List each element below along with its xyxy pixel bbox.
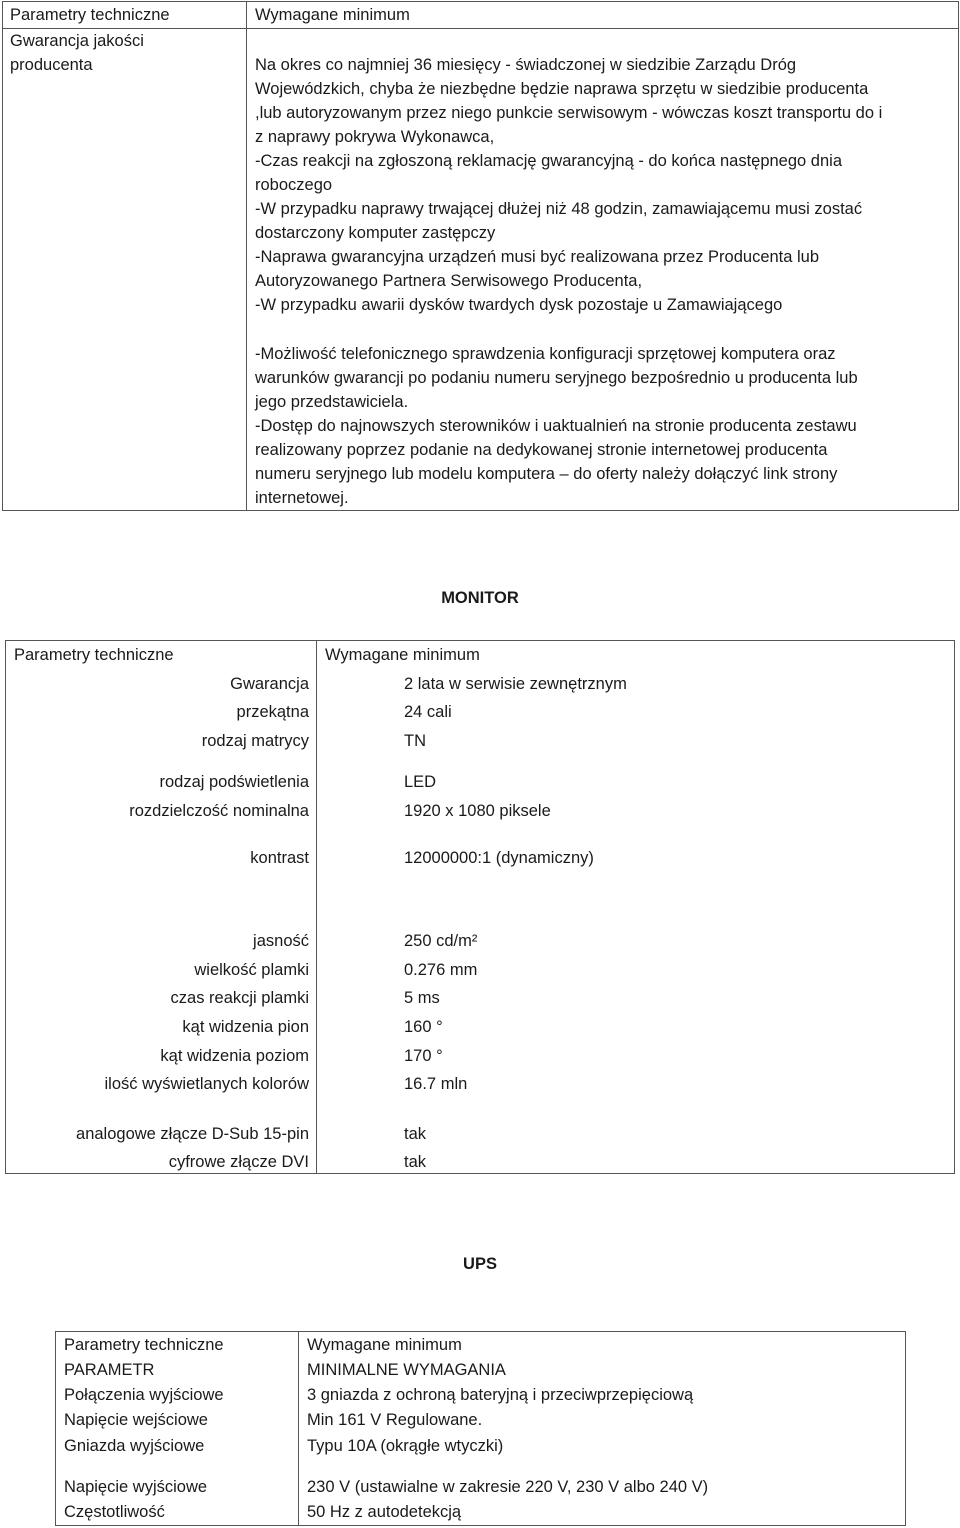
text-line: roboczego <box>255 176 333 194</box>
monitor-value-resolution: 1920 x 1080 piksele <box>404 802 551 820</box>
monitor-value-dsub: tak <box>404 1125 427 1143</box>
text-line: numeru seryjnego lub modelu komputera – do oferty należy dołączyć link strony <box>255 465 838 483</box>
header-right: Wymagane minimum <box>325 646 480 664</box>
ups-value-frequency: 50 Hz z autodetekcją <box>307 1503 462 1521</box>
text-line: Wojewódzkich, chyba że niezbędne będzie naprawa sprzętu w siedzibie producenta <box>255 80 869 98</box>
monitor-label-warranty: Gwarancja <box>230 675 309 693</box>
text-line: -Naprawa gwarancyjna urządzeń musi być realizowana przez Producenta lub <box>255 248 820 266</box>
monitor-value-warranty: 2 lata w serwisie zewnętrznym <box>404 675 627 693</box>
monitor-value-colors: 16.7 mln <box>404 1075 468 1093</box>
monitor-value-diagonal: 24 cali <box>404 703 452 721</box>
monitor-value-contrast: 12000000:1 (dynamiczny) <box>404 849 594 867</box>
monitor-label-backlight: rodzaj podświetlenia <box>159 773 309 791</box>
text-line: Autoryzowanego Partnera Serwisowego Producenta, <box>255 272 643 290</box>
ups-value-output-connections: 3 gniazda z ochroną bateryjną i przeciwprzepięciową <box>307 1386 694 1404</box>
ups-label-output-sockets: Gniazda wyjściowe <box>64 1437 205 1455</box>
text-line: -Możliwość telefonicznego sprawdzenia konfiguracji sprzętowej komputera oraz <box>255 345 836 363</box>
ups-title: UPS <box>463 1255 497 1273</box>
monitor-value-response: 5 ms <box>404 989 440 1007</box>
monitor-label-dvi: cyfrowe złącze DVI <box>168 1153 309 1171</box>
monitor-label-brightness: jasność <box>253 932 309 950</box>
monitor-label-matrix: rodzaj matrycy <box>201 732 309 750</box>
monitor-label-horizontal-angle: kąt widzenia poziom <box>160 1047 309 1065</box>
text-line: -W przypadku naprawy trwającej dłużej niż 48 godzin, zamawiającemu musi zostać <box>255 200 863 218</box>
monitor-label-response: czas reakcji plamki <box>170 989 309 1007</box>
text-line: jego przedstawiciela. <box>255 393 409 411</box>
text-line: realizowany poprzez podanie na dedykowanej stronie internetowej producenta <box>255 441 828 459</box>
text-line: internetowej. <box>255 489 349 507</box>
row-label: Gwarancja jakości <box>10 32 144 50</box>
monitor-label-resolution: rozdzielczość nominalna <box>129 802 309 820</box>
text-line: z naprawy pokrywa Wykonawca, <box>255 128 495 146</box>
monitor-value-matrix: TN <box>404 732 426 750</box>
text-line: Na okres co najmniej 36 miesięcy - świadczonej w siedzibie Zarządu Dróg <box>255 56 797 74</box>
monitor-label-colors: ilość wyświetlanych kolorów <box>104 1075 309 1093</box>
ups-value-parameter: MINIMALNE WYMAGANIA <box>307 1361 506 1379</box>
header-left: Parametry techniczne <box>10 6 170 24</box>
ups-value-input-voltage: Min 161 V Regulowane. <box>307 1411 483 1429</box>
ups-label-frequency: Częstotliwość <box>64 1503 165 1521</box>
monitor-value-dot-pitch: 0.276 mm <box>404 961 478 979</box>
monitor-value-brightness: 250 cd/m² <box>404 932 478 950</box>
ups-label-parameter: PARAMETR <box>64 1361 155 1379</box>
monitor-label-contrast: kontrast <box>250 849 309 867</box>
monitor-value-dvi: tak <box>404 1153 427 1171</box>
text-line: -Dostęp do najnowszych sterowników i uaktualnień na stronie producenta zestawu <box>255 417 857 435</box>
ups-value-output-sockets: Typu 10A (okrągłe wtyczki) <box>307 1437 504 1455</box>
monitor-label-diagonal: przekątna <box>236 703 309 721</box>
row-label: producenta <box>10 56 93 74</box>
ups-label-output-voltage: Napięcie wyjściowe <box>64 1478 208 1496</box>
text-line: warunków gwarancji po podaniu numeru seryjnego bezpośrednio u producenta lub <box>255 369 858 387</box>
ups-label-header: Parametry techniczne <box>64 1336 224 1354</box>
ups-value-output-voltage: 230 V (ustawialne w zakresie 220 V, 230 V albo 240 V) <box>307 1478 709 1496</box>
monitor-label-dot-pitch: wielkość plamki <box>194 961 309 979</box>
monitor-value-horizontal-angle: 170 ° <box>404 1047 443 1065</box>
monitor-title: MONITOR <box>441 589 519 607</box>
ups-label-output-connections: Połączenia wyjściowe <box>64 1386 224 1404</box>
text-line: -W przypadku awarii dysków twardych dysk pozostaje u Zamawiającego <box>255 296 783 314</box>
monitor-value-backlight: LED <box>404 773 437 791</box>
monitor-value-vertical-angle: 160 ° <box>404 1018 443 1036</box>
header-left: Parametry techniczne <box>14 646 174 664</box>
monitor-label-vertical-angle: kąt widzenia pion <box>182 1018 309 1036</box>
ups-value-header: Wymagane minimum <box>307 1336 462 1354</box>
ups-label-input-voltage: Napięcie wejściowe <box>64 1411 208 1429</box>
header-right: Wymagane minimum <box>255 6 410 24</box>
text-line: -Czas reakcji na zgłoszoną reklamację gwarancyjną - do końca następnego dnia <box>255 152 842 170</box>
text-line: dostarczony komputer zastępczy <box>255 224 496 242</box>
monitor-label-dsub: analogowe złącze D-Sub 15-pin <box>76 1125 309 1143</box>
text-line: ,lub autoryzowanym przez niego punkcie serwisowym - wówczas koszt transportu do i <box>255 104 883 122</box>
